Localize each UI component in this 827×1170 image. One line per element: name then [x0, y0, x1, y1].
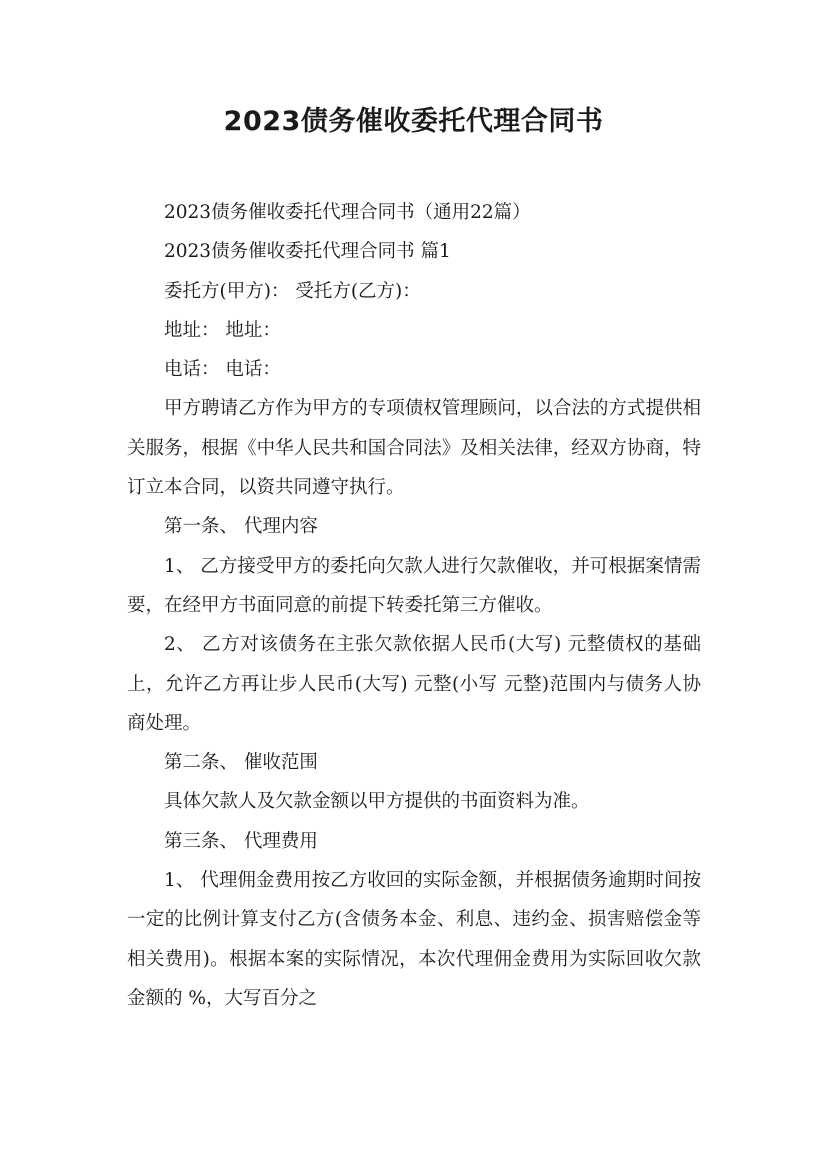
paragraph-address: 地址： 地址： — [164, 319, 281, 341]
paragraph-article-3-heading: 第三条、 代理费用 — [164, 830, 318, 852]
paragraph-subtitle: 2023债务催收委托代理合同书（通用22篇） — [164, 202, 531, 223]
paragraph-article-3-item-1: 1、 代理佣金费用按乙方收回的实际金额，并根据债务逾期时间按一定的比例计算支付乙方(含债务本金、利息、违约金、损害赔偿金等相关费用)。根据本案的实际情况，本次代理佣金费用为实际回收欠款金额的 %，大写百分之 — [127, 870, 701, 1009]
paragraph-article-2-body: 具体欠款人及欠款金额以甲方提供的书面资料为准。 — [164, 791, 590, 813]
paragraph-article-1-item-1: 1、 乙方接受甲方的委托向欠款人进行欠款催收，并可根据案情需要，在经甲方书面同意的前提下转委托第三方催收。 — [127, 555, 701, 616]
document-body — [127, 193, 701, 1018]
paragraph-article-2-heading: 第二条、 催收范围 — [164, 752, 318, 774]
paragraph-article-1-item-2: 2、 乙方对该债务在主张欠款依据人民币(大写) 元整债权的基础上，允许乙方再让步人民币(大写) 元整(小写 元整)范围内与债务人协商处理。 — [127, 634, 701, 734]
paragraph-parties: 委托方(甲方)： 受托方(乙方)： — [164, 280, 421, 302]
paragraph-phone: 电话： 电话： — [164, 359, 281, 381]
document-title: 2023债务催收委托代理合同书 — [223, 106, 604, 137]
paragraph-section-heading: 2023债务催收委托代理合同书 篇1 — [164, 241, 451, 263]
paragraph-preamble: 甲方聘请乙方作为甲方的专项债权管理顾问，以合法的方式提供相关服务，根据《中华人民共和国合同法》及相关法律，经双方协商，特订立本合同，以资共同遵守执行。 — [127, 398, 701, 499]
paragraph-article-1-heading: 第一条、 代理内容 — [164, 516, 318, 538]
